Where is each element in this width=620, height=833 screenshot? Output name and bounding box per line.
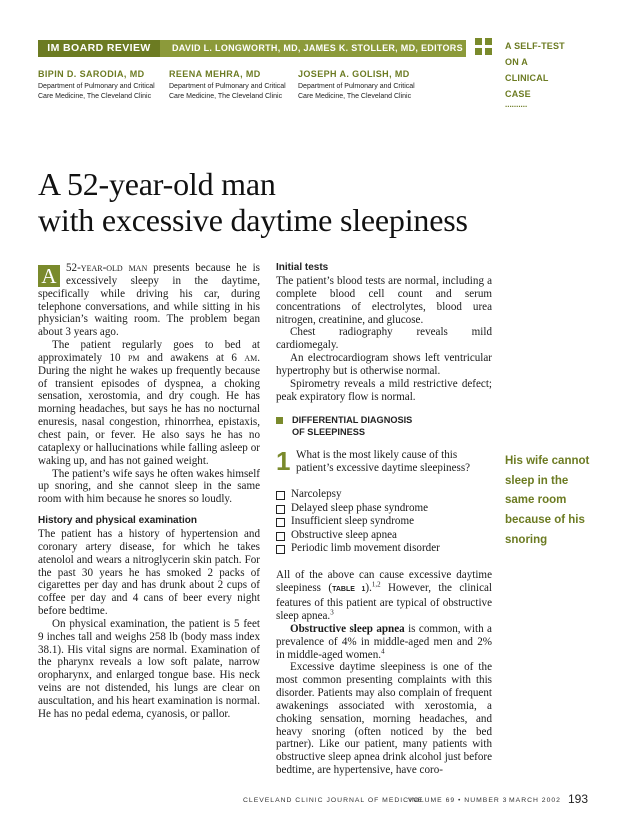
- history-paragraph: The patient has a history of hypertension and coronary artery disease, for which he takes atenolol and wears a nitroglycerin skin patch. For the past 30 years he has smoked 2 packs of cigarettes per day and has drunk about 2 cups of coffee per day and 4 cans of beer every night before bedtime.: [38, 528, 260, 618]
- radiography-paragraph: Chest radiography reveals mild cardiomegaly.: [276, 326, 492, 352]
- differential-paragraph: All of the above can cause excessive daytime sleepiness (TABLE 1).$^{1,2}$ However, the clinical features of this patient are typical of obstructive sleep apnea.$^3$: [276, 569, 492, 622]
- author-3: JOSEPH A. GOLISH, MD Department of Pulmonary and Critical Care Medicine, The Cleveland Clinic: [298, 69, 415, 100]
- option-item[interactable]: Delayed sleep phase syndrome: [276, 502, 492, 515]
- question-text: What is the most likely cause of this patient’s excessive daytime sleepiness?: [296, 449, 471, 474]
- answer-options: [276, 488, 492, 555]
- square-bullet-icon: [276, 417, 283, 424]
- option-item[interactable]: Insufficient sleep syndrome: [276, 515, 492, 528]
- article-title: A 52-year-old man with excessive daytime sleepiness: [38, 166, 468, 238]
- option-item[interactable]: Narcolepsy: [276, 488, 492, 501]
- self-test-label: A SELF-TEST ON A CLINICAL CASE ..........: [505, 38, 595, 108]
- symptoms-paragraph: Excessive daytime sleepiness is one of the most common presenting complaints with this disorder. Patients may also complain of frequent awakenings associated with xerostomia, a choking sensation, morning headaches, and heavy snoring (often noticed by the bed partner). Like our patient, many patients with obstructive sleep apnea drink alcohol just before bedtime, are hypertensive, have coro-: [276, 661, 492, 777]
- option-item[interactable]: Periodic limb movement disorder: [276, 542, 492, 555]
- option-item[interactable]: Obstructive sleep apnea: [276, 529, 492, 542]
- intro-paragraph: A 52-year-old man presents because he is excessively sleepy in the daytime, specifically while driving his car, during telephone conversations, and while sitting in his physician’s waiting room. The problem began about 3 years ago.: [38, 262, 260, 339]
- initial-tests-heading: Initial tests: [276, 262, 329, 273]
- footer-journal: CLEVELAND CLINIC JOURNAL OF MEDICINE: [243, 797, 424, 804]
- self-test-dots: ..........: [505, 100, 528, 109]
- spirometry-paragraph: Spirometry reveals a mild restrictive defect; peak expiratory flow is normal.: [276, 377, 492, 403]
- blood-tests-paragraph: The patient’s blood tests are normal, including a complete blood cell count and serum concentrations of electrolytes, blood urea nitrogen, creatinine, and glucose.: [276, 275, 492, 326]
- footer-date: MARCH 2002: [509, 797, 561, 804]
- checkbox-icon[interactable]: [276, 532, 285, 541]
- question-number: 1: [276, 446, 291, 477]
- sleep-history-paragraph: The patient regularly goes to bed at approximately 10 pm and awakens at 6 am. During the night he wakes up frequently because of transient episodes of dyspnea, a choking sensation, xerostomia, and dry cough. He has morning headaches, but says he has no nocturnal enuresis, nasal congestion, rhinorrhea, epistaxis, chest pain, or fever. He also says he has no cataplexy or hallucinations while falling asleep or waking up, and has not gained weight.: [38, 339, 260, 467]
- differential-heading: DIFFERENTIAL DIAGNOSIS OF SLEEPINESS: [276, 414, 492, 438]
- checkbox-icon[interactable]: [276, 491, 285, 500]
- author-2: REENA MEHRA, MD Department of Pulmonary and Critical Care Medicine, The Cleveland Clinic: [169, 69, 286, 100]
- editors-line: DAVID L. LONGWORTH, MD, JAMES K. STOLLER, MD, EDITORS: [172, 43, 463, 53]
- page-number: 193: [568, 792, 589, 806]
- plus-cross-icon: [475, 38, 493, 56]
- right-column: [276, 262, 492, 777]
- wife-paragraph: The patient’s wife says he often wakes himself up snoring, and she cannot sleep in the same room with him because he snores so loudly.: [38, 467, 260, 506]
- footer-volume: VOLUME 69 • NUMBER 3: [408, 797, 508, 804]
- section-label: IM BOARD REVIEW: [38, 40, 160, 57]
- checkbox-icon[interactable]: [276, 505, 285, 514]
- history-heading: History and physical examination: [38, 515, 197, 527]
- drop-cap: A: [38, 265, 60, 287]
- exam-paragraph: On physical examination, the patient is 5 feet 9 inches tall and weighs 258 lb (body mass index 38.1). His vital signs are normal. Examination of the pharynx reveals a low soft palate, narrow oropharynx, and enlarged tongue base. His neck veins are not distended, his lungs are clear on auscultation, and his heart examination is normal. He has no pedal edema, cyanosis, or pallor.: [38, 617, 260, 720]
- checkbox-icon[interactable]: [276, 518, 285, 527]
- table-reference[interactable]: TABLE 1: [332, 586, 366, 594]
- checkbox-icon[interactable]: [276, 545, 285, 554]
- pull-quote: His wife cannot sleep in the same room because of his snoring: [505, 455, 590, 546]
- ecg-paragraph: An electrocardiogram shows left ventricular hypertrophy but is otherwise normal.: [276, 352, 492, 377]
- prevalence-paragraph: Obstructive sleep apnea is common, with a prevalence of 4% in middle-aged men and 2% in middle-aged women.$^4$: [276, 622, 492, 661]
- left-column: [38, 262, 260, 721]
- author-1: BIPIN D. SARODIA, MD Department of Pulmonary and Critical Care Medicine, The Cleveland Clinic: [38, 69, 155, 100]
- question-block: [276, 448, 492, 488]
